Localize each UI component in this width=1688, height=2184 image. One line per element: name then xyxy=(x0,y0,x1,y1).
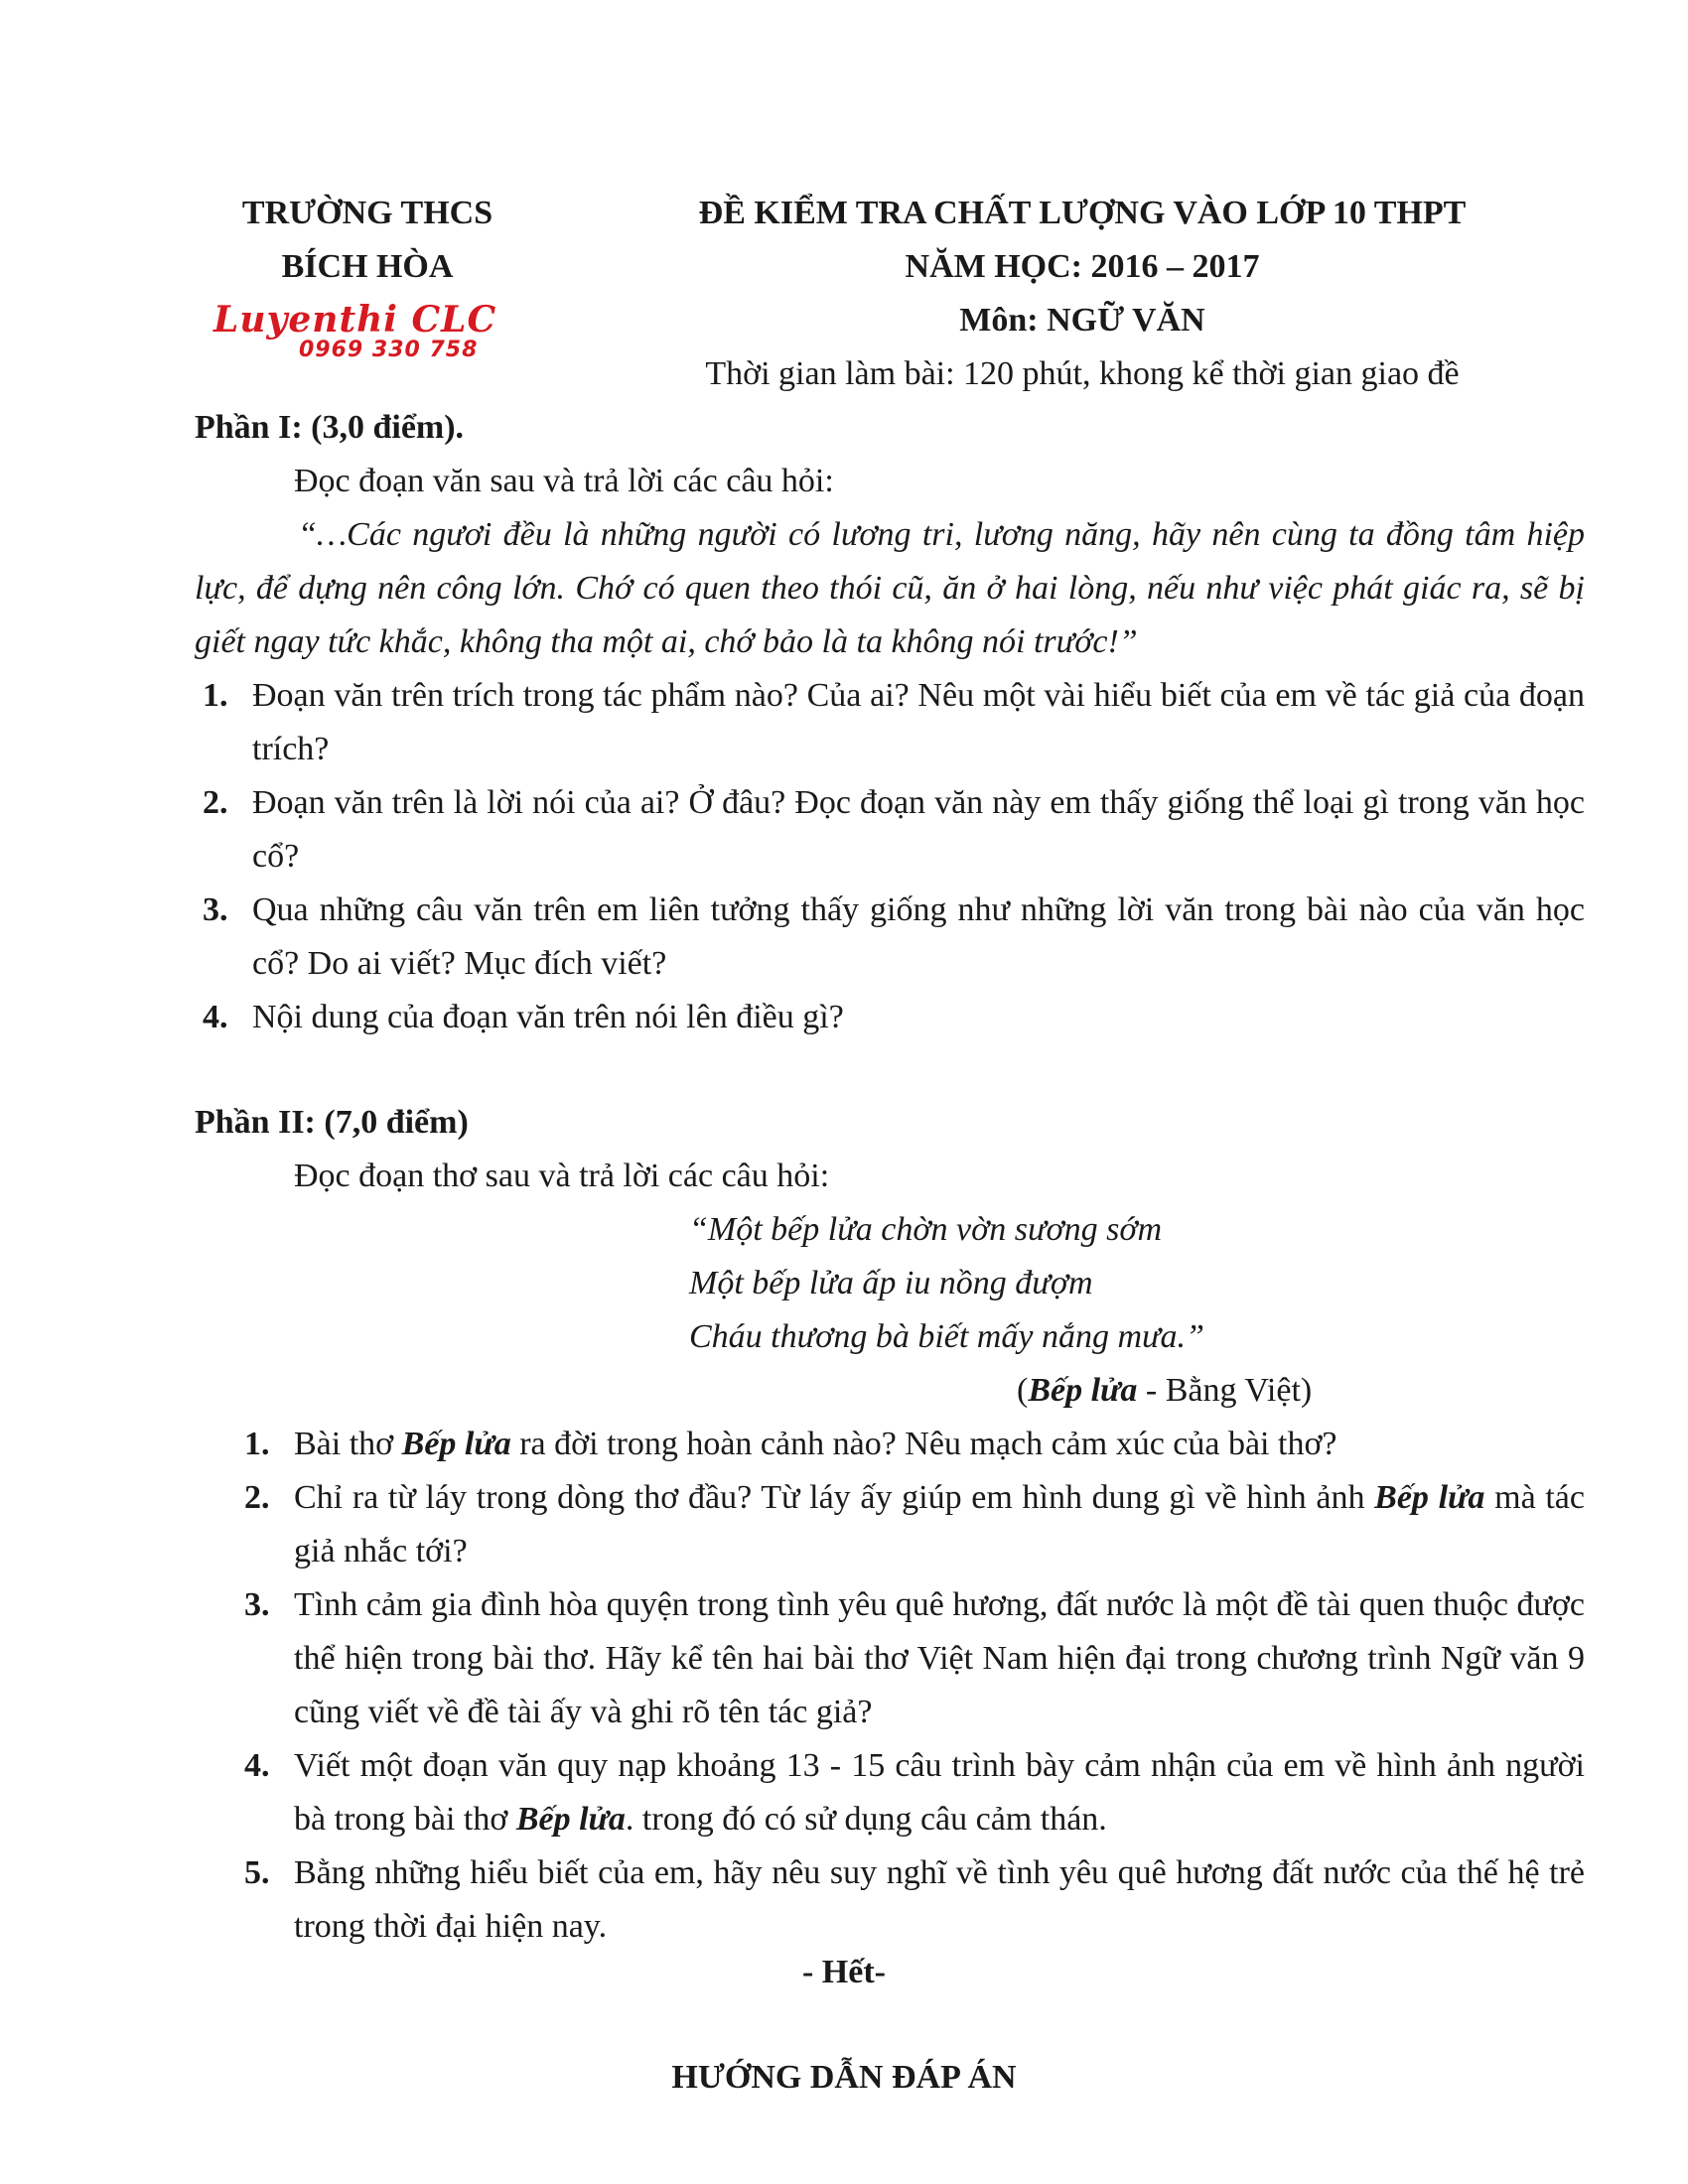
question-text: Qua những câu văn trên em liên tưởng thấy giống như những lời văn trong bài nào của văn học cổ? Do ai viết? Mục đích viết? xyxy=(252,891,1585,982)
poem-title-ref: Bếp lửa xyxy=(515,1801,626,1838)
question-text: mà tác giả nhắc tới? xyxy=(294,1479,1585,1570)
part2-question xyxy=(244,1418,1585,1471)
part2-question xyxy=(244,1846,1585,1954)
question-number: 4. xyxy=(203,999,228,1035)
time-limit: Thời gian làm bài: 120 phút, khong kể thời gian giao đề xyxy=(705,355,1460,392)
question-text: Nội dung của đoạn văn trên nói lên điều gì? xyxy=(252,999,844,1035)
answer-heading: HƯỚNG DẪN ĐÁP ÁN xyxy=(671,2059,1017,2096)
poem-line: Cháu thương bà biết mấy nắng mưa.” xyxy=(689,1318,1204,1355)
question-number: 2. xyxy=(203,784,228,821)
question-number: 2. xyxy=(244,1479,270,1516)
part2-question xyxy=(244,1739,1585,1846)
poem-title-ref: Bếp lửa xyxy=(401,1426,511,1462)
poem-line: Một bếp lửa ấp iu nồng đượm xyxy=(689,1265,1093,1301)
part1-question xyxy=(203,669,1585,776)
poem-line: “Một bếp lửa chờn vờn sương sớm xyxy=(689,1211,1163,1248)
school-line-1: TRƯỜNG THCS xyxy=(241,195,493,231)
source-open: ( xyxy=(1017,1372,1029,1409)
part1-heading: Phần I: (3,0 điểm). xyxy=(195,409,465,446)
question-text: Bài thơ xyxy=(294,1426,402,1462)
part1-question xyxy=(203,776,1585,884)
question-text: Tình cảm gia đình hòa quyện trong tình yêu quê hương, đất nước là một đề tài quen thuộc được thể hiện trong bài thơ. Hãy kể tên hai bài thơ Việt Nam hiện đại trong chương trình Ngữ văn 9 cũng viết về đề tài ấy và ghi rõ tên tác giả? xyxy=(294,1586,1585,1730)
question-number: 1. xyxy=(203,677,228,714)
part1-questions xyxy=(203,669,1585,1044)
luyenthi-stamp xyxy=(213,300,531,369)
stamp-phone: 0969 330 758 xyxy=(299,338,479,362)
part1-question xyxy=(203,991,1585,1044)
part2-questions xyxy=(244,1418,1585,1954)
question-text: . trong đó có sử dụng câu cảm thán. xyxy=(625,1801,1107,1838)
source-author: - Bằng Việt) xyxy=(1137,1372,1313,1409)
school-year: NĂM HỌC: 2016 – 2017 xyxy=(905,248,1260,285)
school-name xyxy=(169,187,566,294)
subject: Môn: NGỮ VĂN xyxy=(959,302,1205,339)
poem-excerpt xyxy=(689,1203,1583,1364)
question-number: 1. xyxy=(244,1426,270,1462)
part2-heading: Phần II: (7,0 điểm) xyxy=(195,1104,469,1141)
question-text: Bằng những hiểu biết của em, hãy nêu suy nghĩ về tình yêu quê hương đất nước của thế hệ trẻ trong thời đại hiện nay. xyxy=(294,1854,1585,1945)
exam-title: ĐỀ KIỂM TRA CHẤT LƯỢNG VÀO LỚP 10 THPT xyxy=(698,195,1467,231)
part1-instruction: Đọc đoạn văn sau và trả lời các câu hỏi: xyxy=(294,463,834,499)
source-title: Bếp lửa xyxy=(1028,1372,1138,1409)
question-text: Đoạn văn trên là lời nói của ai? Ở đâu? Đọc đoạn văn này em thấy giống thể loại gì trong văn học cổ? xyxy=(252,784,1585,875)
question-number: 5. xyxy=(244,1854,270,1891)
part2-question xyxy=(244,1471,1585,1578)
poem-source xyxy=(1017,1364,1513,1418)
question-text: Chỉ ra từ láy trong dòng thơ đầu? Từ láy ấy giúp em hình dung gì về hình ảnh xyxy=(294,1479,1375,1516)
school-line-2: BÍCH HÒA xyxy=(281,248,454,285)
question-number: 3. xyxy=(244,1586,270,1623)
end-mark: - Hết- xyxy=(801,1954,886,1990)
question-number: 4. xyxy=(244,1747,270,1784)
part1-question xyxy=(203,884,1585,991)
question-text: ra đời trong hoàn cảnh nào? Nêu mạch cảm xúc của bài thơ? xyxy=(510,1426,1337,1462)
stamp-brand: Luyenthi CLC xyxy=(213,299,497,341)
question-text: Viết một đoạn văn quy nạp khoảng 13 - 15 câu trình bày cảm nhận của em về hình ảnh người bà trong bài thơ xyxy=(294,1747,1585,1838)
poem-title-ref: Bếp lửa xyxy=(1374,1479,1485,1516)
question-number: 3. xyxy=(203,891,228,928)
question-text: Đoạn văn trên trích trong tác phẩm nào? Của ai? Nêu một vài hiểu biết của em về tác giả của đoạn trích? xyxy=(252,677,1585,767)
part2-question xyxy=(244,1578,1585,1739)
exam-header xyxy=(635,187,1529,401)
part1-quote: “…Các ngươi đều là những người có lương tri, lương năng, hãy nên cùng ta đồng tâm hiệp lực, để dựng nên công lớn. Chớ có quen theo thói cũ, ăn ở hai lòng, nếu như việc phát giác ra, sẽ bị giết ngay tức khắc, không tha một ai, chớ bảo là ta không nói trước!” xyxy=(195,516,1585,660)
part2-instruction: Đọc đoạn thơ sau và trả lời các câu hỏi: xyxy=(294,1158,830,1194)
